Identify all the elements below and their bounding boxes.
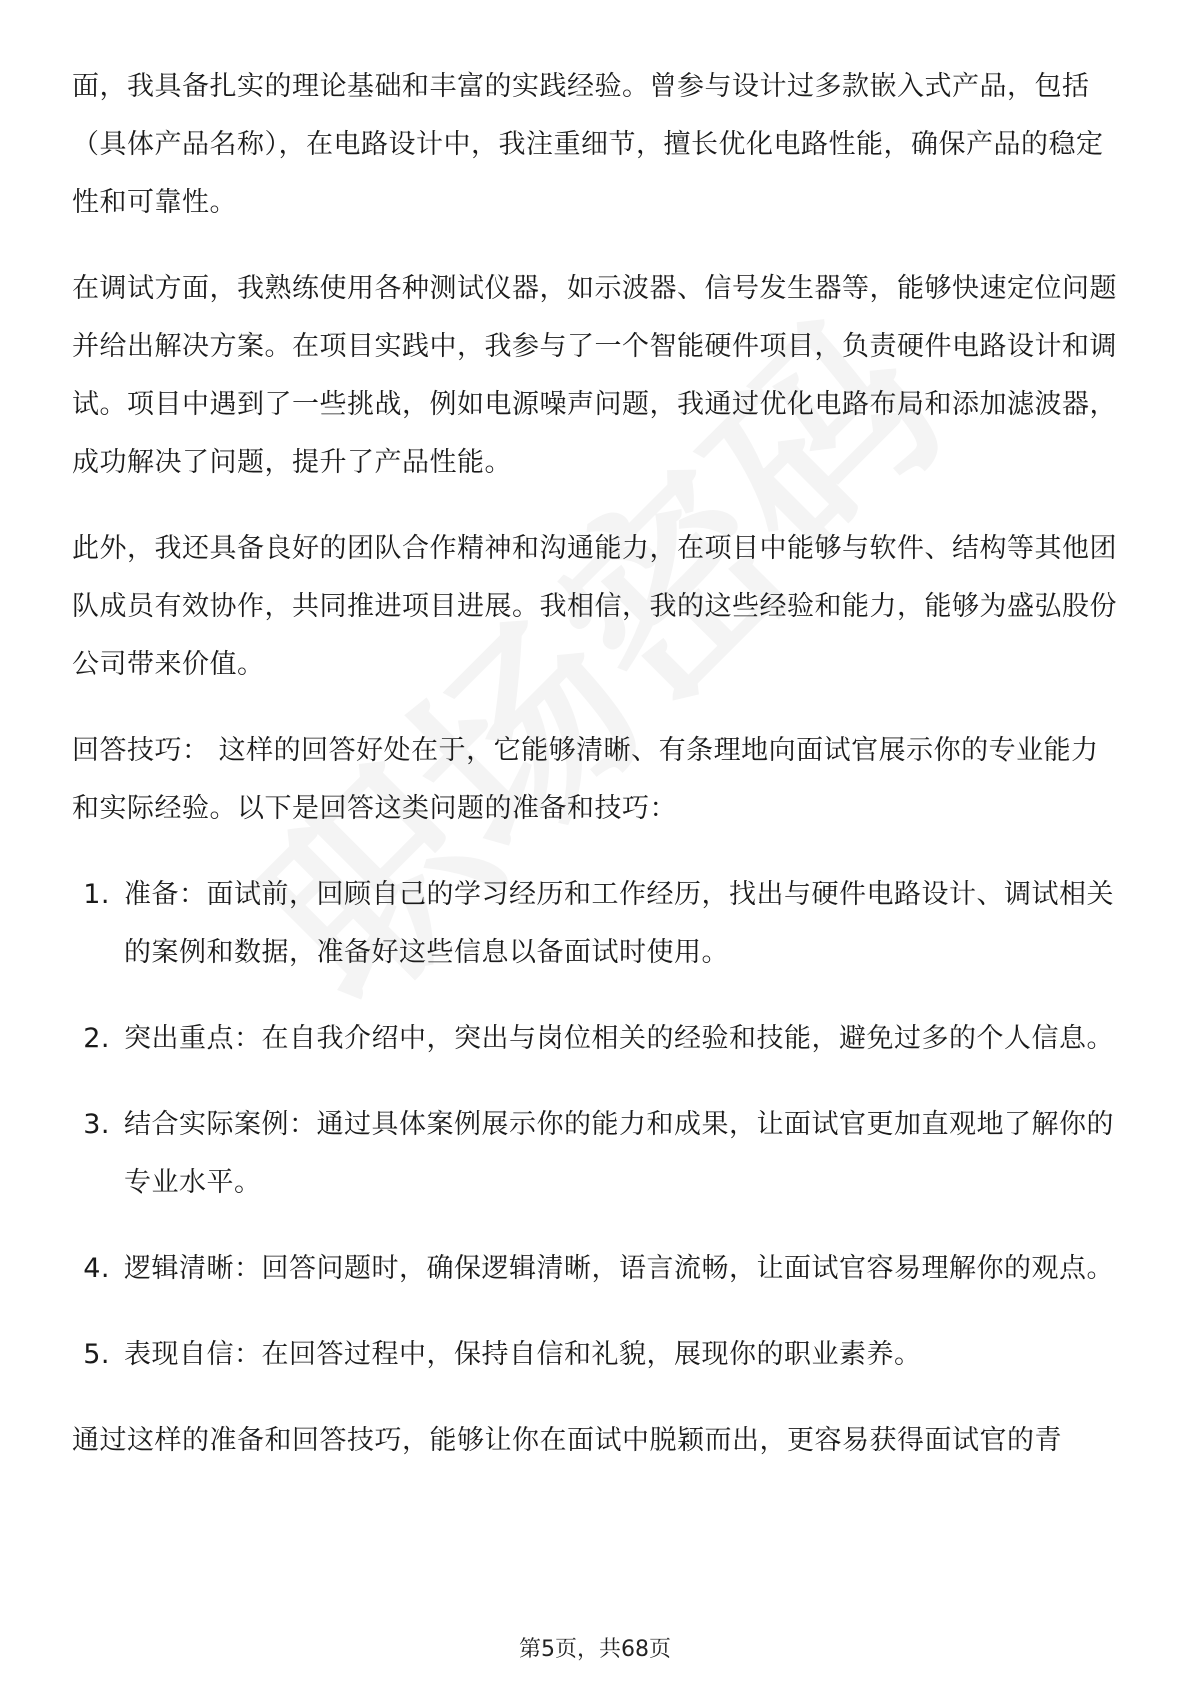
- list-text: 结合实际案例：通过具体案例展示你的能力和成果，让面试官更加直观地了解你的专业水平。: [124, 1109, 1114, 1198]
- list-text: 准备：面试前，回顾自己的学习经历和工作经历，找出与硬件电路设计、调试相关的案例和数据，准备好这些信息以备面试时使用。: [124, 879, 1114, 968]
- list-item: [72, 1326, 1122, 1384]
- list-text: 表现自信：在回答过程中，保持自信和礼貌，展现你的职业素养。: [124, 1339, 922, 1370]
- list-number: 1.: [83, 879, 110, 910]
- list-number: 3.: [83, 1109, 110, 1140]
- list-number: 2.: [83, 1023, 110, 1054]
- list-item: [72, 866, 1122, 982]
- paragraph-teamwork: 此外，我还具备良好的团队合作精神和沟通能力，在项目中能够与软件、结构等其他团队成员有效协作，共同推进项目进展。我相信，我的这些经验和能力，能够为盛弘股份公司带来价值。: [72, 533, 1117, 680]
- list-text: 逻辑清晰：回答问题时，确保逻辑清晰，语言流畅，让面试官容易理解你的观点。: [124, 1253, 1114, 1284]
- list-text: 突出重点：在自我介绍中，突出与岗位相关的经验和技能，避免过多的个人信息。: [124, 1023, 1114, 1054]
- list-number: 4.: [83, 1253, 110, 1284]
- list-number: 5.: [83, 1339, 110, 1370]
- paragraph-experience: 面，我具备扎实的理论基础和丰富的实践经验。曾参与设计过多款嵌入式产品，包括（具体产品名称），在电路设计中，我注重细节，擅长优化电路性能，确保产品的稳定性和可靠性。: [72, 71, 1104, 218]
- paragraph-answer-tips: 回答技巧： 这样的回答好处在于，它能够清晰、有条理地向面试官展示你的专业能力和实际经验。以下是回答这类问题的准备和技巧：: [72, 735, 1099, 824]
- paragraph-debugging: 在调试方面，我熟练使用各种测试仪器，如示波器、信号发生器等，能够快速定位问题并给出解决方案。在项目实践中，我参与了一个智能硬件项目，负责硬件电路设计和调试。项目中遇到了一些挑战，例如电源噪声问题，我通过优化电路布局和添加滤波器，成功解决了问题，提升了产品性能。: [72, 273, 1117, 478]
- list-item: [72, 1240, 1122, 1298]
- tips-list: [72, 866, 1122, 1384]
- paragraph-conclusion: 通过这样的准备和回答技巧，能够让你在面试中脱颖而出，更容易获得面试官的青: [72, 1425, 1062, 1456]
- list-item: [72, 1010, 1122, 1068]
- page-footer: 第5页，共68页: [519, 1637, 671, 1662]
- document-page: [72, 64, 1122, 1498]
- list-item: [72, 1096, 1122, 1212]
